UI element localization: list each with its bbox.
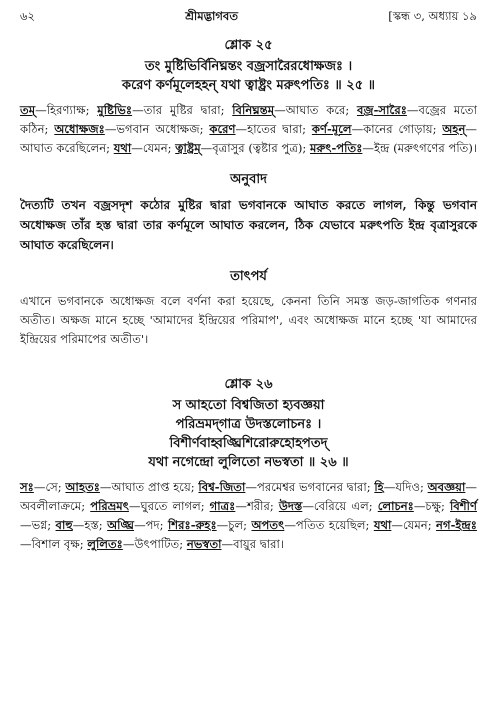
synonym-word: উদস্ত [278, 499, 303, 513]
synonym-meaning: —যদিও; [383, 480, 428, 494]
verse-26-synonyms [20, 478, 477, 554]
synonym-meaning: —পদ; [134, 518, 168, 532]
synonym-meaning: —বিশাল বৃক্ষ; [20, 537, 88, 551]
synonym-meaning: —বেরিয়ে এল; [302, 499, 378, 513]
synonym-meaning: —চক্ষু; [413, 499, 451, 513]
synonym-word: ত্বাষ্ট্রম্‌ [175, 141, 201, 155]
synonym-meaning: —হিরণ্যাক্ষ; [35, 103, 98, 117]
synonym-meaning: —আঘাত করে; [274, 103, 357, 117]
synonym-meaning: —ভগবান অধোক্ষজ; [104, 122, 210, 136]
synonym-meaning: —যেমন; [391, 518, 437, 532]
synonym-word: আহতঃ [65, 480, 100, 494]
synonym-word: লুলিতঃ [87, 537, 123, 551]
synonym-meaning: —শরীর; [235, 499, 279, 513]
book-title: শ্রীমদ্ভাগবত [185, 9, 238, 23]
synonym-meaning: —হাতের দ্বারা; [235, 122, 312, 136]
synonym-word: নগ-ইন্দ্রঃ [436, 518, 477, 532]
translation-heading: অনুবাদ [230, 172, 267, 187]
synonym-word: কর্ণ-মূলে [311, 122, 352, 136]
verse-25-line-1: তং মুষ্টিভির্বিনিঘ্নন্তং বজ্রসারৈরধোক্ষজঃ । [144, 59, 353, 74]
synonym-meaning: —বজ্রের মতো কঠিন; [20, 103, 477, 136]
verse-26-line-4: যথা নগেন্দ্রো লুলিতো নভস্বতা ॥ ২৬ ॥ [148, 455, 349, 470]
verse-25-label: শ্লোক ২৫ [224, 38, 273, 53]
synonym-word: যথা [113, 141, 132, 155]
synonym-word: সঃ [20, 480, 34, 494]
synonym-word: করেণ [209, 122, 236, 136]
synonym-word: বাহু [55, 518, 73, 532]
synonym-word: পরিভ্রমৎ [90, 499, 129, 513]
synonym-meaning: —ইন্দ্র (মরুৎগণের পতি)। [362, 141, 478, 155]
verse-26-line-3: বিশীর্ণবাহ্বঙ্ঘ্রিশিরোরুহোহপতদ্‌ [169, 436, 328, 451]
synonym-word: বিনিঘ্নন্তম্‌ [232, 103, 275, 117]
synonym-meaning: —উৎপাটিত; [122, 537, 187, 551]
synonym-word: তম্‌ [20, 103, 36, 117]
synonym-word: গাত্রঃ [209, 499, 236, 513]
synonym-word: লোচনঃ [377, 499, 414, 513]
synonym-meaning: —চুল; [216, 518, 252, 532]
page-header [20, 8, 477, 28]
synonym-meaning: —পতিত হয়েছিল; [284, 518, 374, 532]
synonym-word: মরুৎ-পতিঃ [309, 141, 363, 155]
synonym-meaning: —হস্ত; [72, 518, 108, 532]
synonym-meaning: —বায়ুর দ্বারা। [221, 537, 284, 551]
synonym-word: যথা [373, 518, 392, 532]
page-number: ৬২ [20, 9, 35, 23]
chapter-reference: [স্কন্ধ ৩, অধ্যায় ১৯ [388, 9, 477, 23]
synonym-word: হি [374, 480, 384, 494]
synonym-meaning: —কানের গোড়ায়; [351, 122, 443, 136]
synonym-meaning: —ভগ্ন; [20, 518, 56, 532]
synonym-word: অহন্‌ [442, 122, 466, 136]
verse-26-label: শ্লোক ২৬ [224, 377, 273, 392]
synonym-word: মুষ্টিভিঃ [97, 103, 133, 117]
synonym-meaning: —বৃত্রাসুর (ত্বষ্টার পুত্র); [200, 141, 310, 155]
synonym-meaning: —ঘুরতে লাগল; [128, 499, 210, 513]
verse-26-line-1: স আহতো বিশ্বজিতা হ্যবজ্ঞয়া [172, 398, 325, 413]
synonym-word: শিরঃ-রুহঃ [167, 518, 217, 532]
synonym-meaning: —সে; [33, 480, 66, 494]
verse-26-line-2: পরিভ্রমদ্‌গাত্র উদস্তলোচনঃ । [175, 417, 322, 432]
synonym-meaning: —পরমেশ্বর ভগবানের দ্বারা; [245, 480, 375, 494]
synonym-meaning: —অবলীলাক্রমে; [20, 480, 477, 513]
verse-25-synonyms [20, 101, 477, 158]
translation-text: দৈত্যটি তখন বজ্রসদৃশ কঠোর মুষ্টির দ্বারা ভগবানকে আঘাত করতে লাগল, কিন্তু ভগবান অধোক্ষজ তাঁর হস্ত দ্বারা তার কর্ণমূলে আঘাত করলেন, ঠিক যেভাবে মরুৎপতি ইন্দ্র বৃত্রাসুরকে আঘাত করেছিলেন। [20, 198, 477, 252]
verse-25-line-2: করেণ কর্ণমূলেহহন্‌ যথা ত্বাষ্ট্রং মরুৎপতিঃ ॥ ২৫ ॥ [121, 78, 376, 93]
synonym-word: বজ্র-সারৈঃ [356, 103, 407, 117]
synonym-word: নভস্বতা [186, 537, 222, 551]
synonym-meaning: —তার মুষ্টির দ্বারা; [132, 103, 233, 117]
synonym-word: বিশীর্ণ [450, 499, 477, 513]
synonym-word: বিশ্ব-জিতা [198, 480, 246, 494]
synonym-word: অবজ্ঞয়া [427, 480, 466, 494]
synonym-word: অধোক্ষজঃ [54, 122, 105, 136]
synonym-meaning: —আঘাত করেছিলেন; [20, 122, 478, 155]
synonym-word: অপতৎ [251, 518, 285, 532]
purport-text: এখানে ভগবানকে অধোক্ষজ বলে বর্ণনা করা হয়েছে, কেননা তিনি সমস্ত জড়-জাগতিক গণনার অতীত। অক্ষজ মানে হচ্ছে 'আমাদের ইন্দ্রিয়ের পরিমাপ', এবং অধোক্ষজ মানে হচ্ছে 'যা আমাদের ইন্দ্রিয়ের পরিমাপের অতীত'। [20, 294, 477, 346]
purport-heading: তাৎপর্য [230, 269, 267, 284]
synonym-meaning: —যেমন; [131, 141, 176, 155]
synonym-word: অঙ্ঘ্রি [107, 518, 135, 532]
synonym-meaning: —আঘাত প্রাপ্ত হয়ে; [99, 480, 199, 494]
